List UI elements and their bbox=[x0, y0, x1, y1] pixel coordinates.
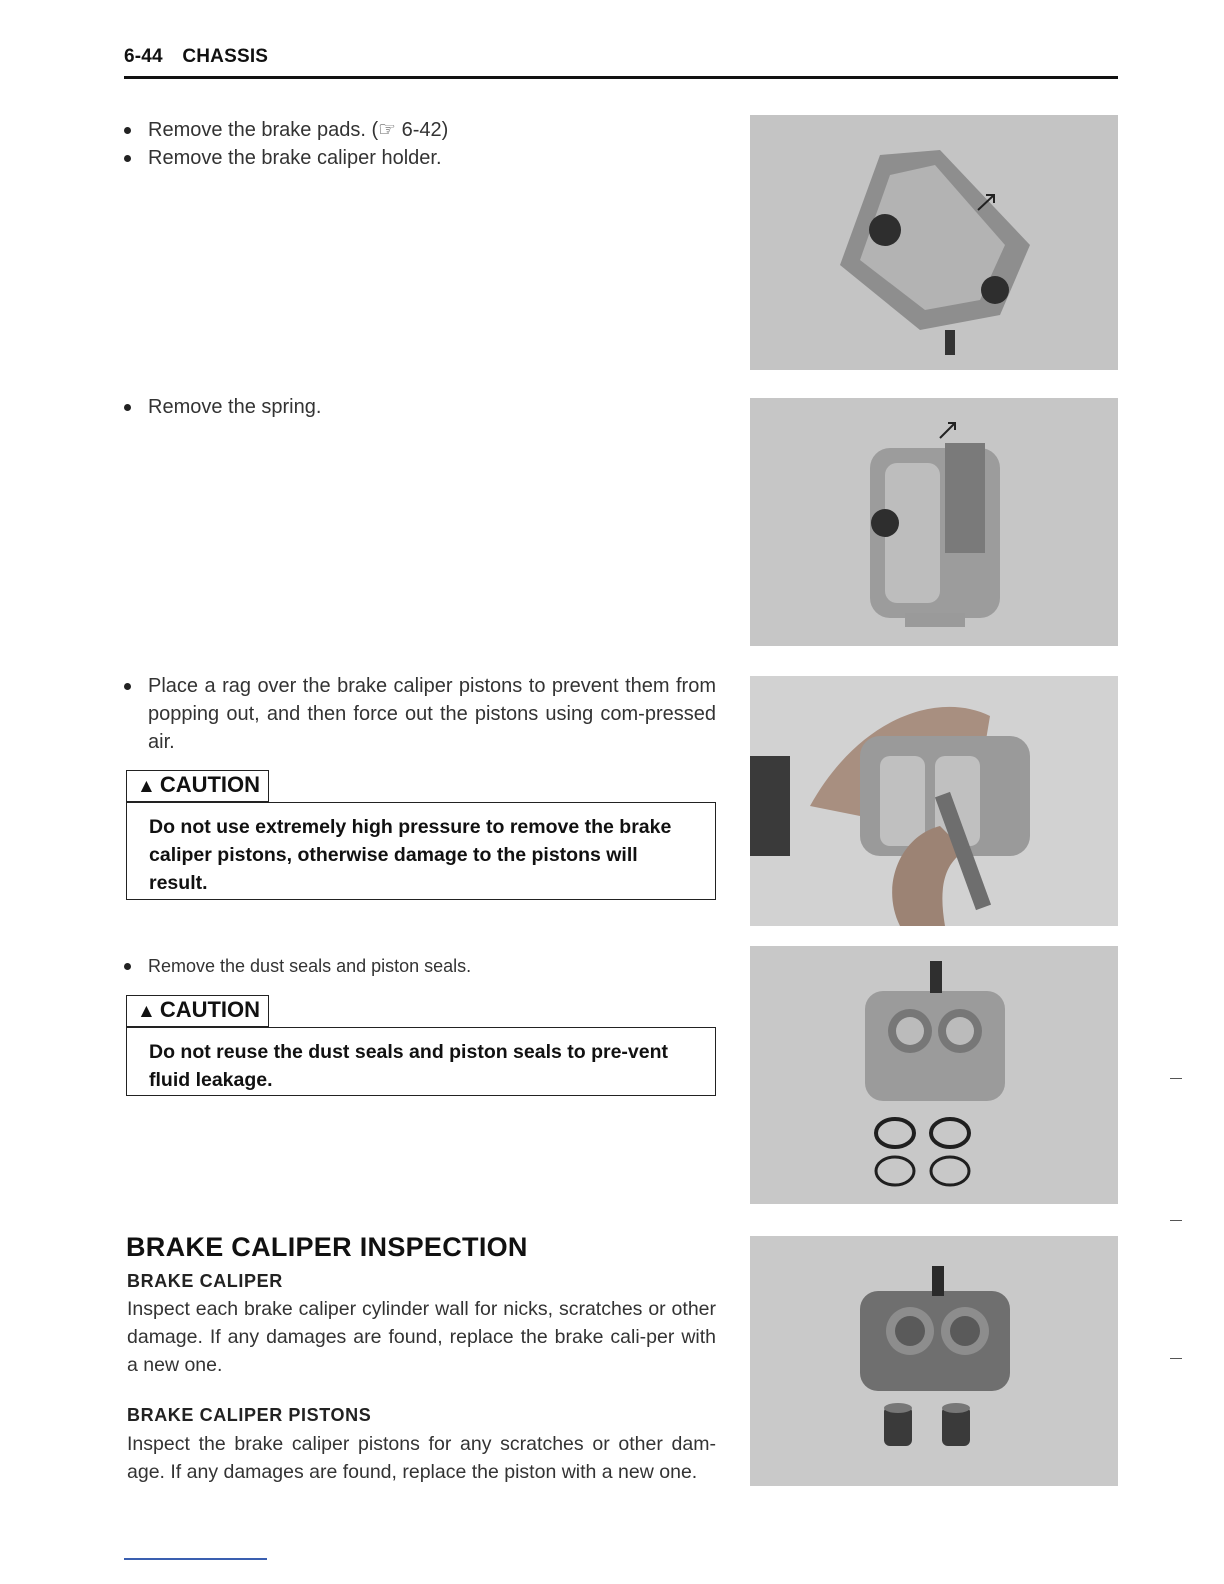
caution-label: ▲ CAUTION bbox=[126, 995, 269, 1027]
margin-mark bbox=[1170, 1358, 1182, 1359]
margin-mark bbox=[1170, 1220, 1182, 1221]
step-remove-seals: Remove the dust seals and piston seals. bbox=[124, 952, 724, 980]
step-remove-holder: Remove the brake caliper holder. bbox=[124, 144, 724, 172]
photo-caliper-holder bbox=[750, 115, 1118, 370]
bullet-icon bbox=[124, 683, 131, 690]
caution-label: ▲ CAUTION bbox=[126, 770, 269, 802]
section-title: CHASSIS bbox=[182, 46, 269, 67]
step-remove-spring: Remove the spring. bbox=[124, 393, 724, 421]
page-number: 6-44 bbox=[124, 46, 163, 67]
photo-caliper-spring bbox=[750, 398, 1118, 646]
caution-box: Do not use extremely high pressure to remove the brake caliper pistons, otherwise damage to the pistons will result. bbox=[126, 802, 716, 900]
caliper-holder-photo-icon bbox=[750, 115, 1118, 370]
inspection-title: BRAKE CALIPER INSPECTION bbox=[126, 1232, 528, 1262]
compressed-air-piston-photo-icon bbox=[750, 676, 1118, 926]
caution-box: Do not reuse the dust seals and piston seals to pre-vent fluid leakage. bbox=[126, 1027, 716, 1096]
bullet-icon bbox=[124, 155, 131, 162]
caliper-spring-photo-icon bbox=[750, 398, 1118, 646]
caliper-seals-photo-icon bbox=[750, 946, 1118, 1204]
caliper-pistons-photo-icon bbox=[750, 1236, 1118, 1486]
bullet-icon bbox=[124, 404, 131, 411]
margin-mark bbox=[1170, 1078, 1182, 1079]
pistons-inspection-text: Inspect the brake caliper pistons for any scratches or other dam-age. If any damages are found, replace the piston with a new one. bbox=[127, 1433, 716, 1483]
pistons-subtitle: BRAKE CALIPER PISTONS bbox=[127, 1405, 372, 1425]
warning-triangle-icon: ▲ bbox=[137, 1001, 156, 1022]
step-force-out-pistons: Place a rag over the brake caliper pistons to prevent them from popping out, and then force out the pistons using com-pressed air. bbox=[124, 672, 716, 756]
step-remove-pads: Remove the brake pads. (☞ 6-42) bbox=[124, 116, 724, 144]
page-header bbox=[124, 46, 268, 68]
photo-caliper-pistons bbox=[750, 1236, 1118, 1486]
footer-rule bbox=[124, 1558, 267, 1560]
bullet-icon bbox=[124, 963, 131, 970]
bullet-icon bbox=[124, 127, 131, 134]
photo-caliper-seals bbox=[750, 946, 1118, 1204]
header-rule bbox=[124, 76, 1118, 79]
warning-triangle-icon: ▲ bbox=[137, 776, 156, 797]
caliper-inspection-text: Inspect each brake caliper cylinder wall for nicks, scratches or other damage. If any damages are found, replace the brake cali-per with a new one. bbox=[127, 1298, 716, 1376]
photo-compressed-air bbox=[750, 676, 1118, 926]
caliper-subtitle: BRAKE CALIPER bbox=[127, 1271, 283, 1291]
